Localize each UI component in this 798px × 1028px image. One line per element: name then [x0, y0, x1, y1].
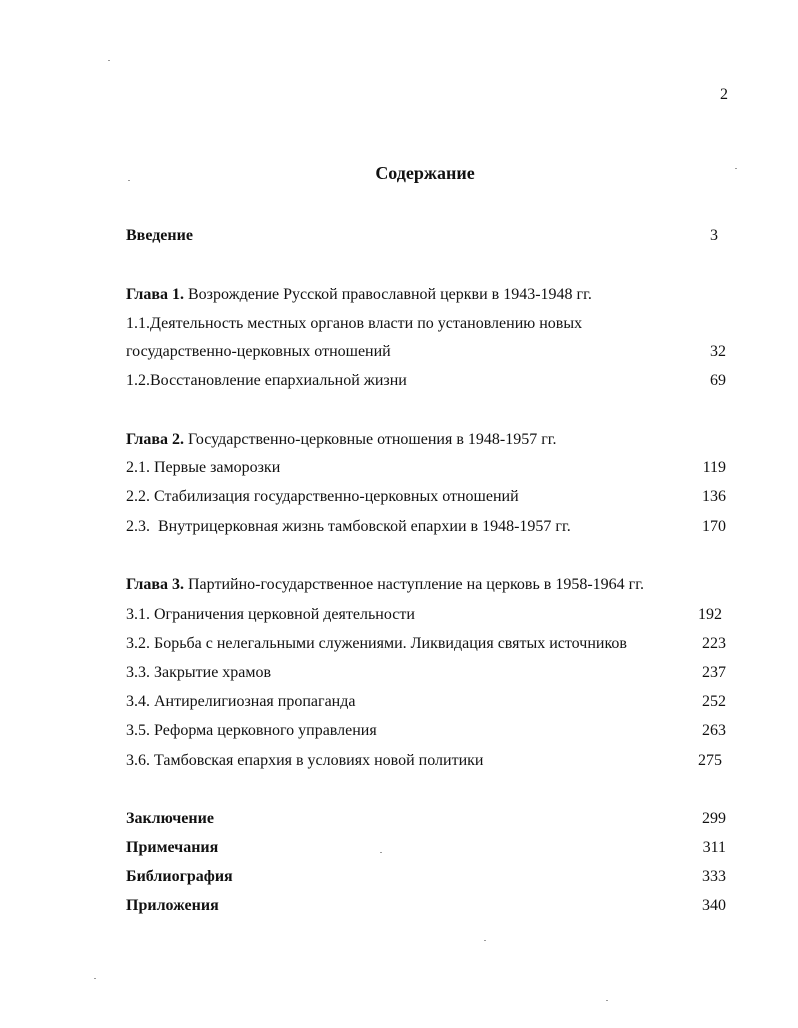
toc-entry-page: 3 [710, 227, 718, 244]
chapter-prefix: Глава 1. [126, 286, 184, 303]
toc-entry-label: 2.1. Первые заморозки [126, 459, 281, 476]
scan-speck [606, 1000, 608, 1001]
toc-entry-label: 3.2. Борьба с нелегальными служениями. Ликвидация святых источников [126, 635, 627, 652]
toc-entry-1-2 [126, 369, 726, 393]
toc-entry-label: Введение [126, 227, 193, 244]
toc-entry-3-4 [126, 690, 726, 714]
page-number: 2 [720, 86, 728, 103]
toc-entry-page: 252 [702, 693, 726, 710]
toc-entry-label: 3.3. Закрытие храмов [126, 664, 272, 681]
toc-entry-label: 3.6. Тамбовская епархия в условиях новой политики [126, 752, 484, 769]
chapter-2-heading [126, 428, 726, 452]
toc-entry-3-3 [126, 661, 726, 685]
toc-entry-page: 170 [702, 518, 726, 535]
toc-entry-3-2 [126, 632, 726, 656]
toc-entry-2-2 [126, 485, 726, 509]
toc-entry-page: 311 [702, 839, 726, 856]
toc-entry-2-3 [126, 515, 726, 539]
scan-speck [380, 852, 382, 853]
toc-entry-page: 340 [702, 897, 726, 914]
toc-entry-label: Библиография [126, 868, 233, 885]
toc-entry-page: 333 [702, 868, 726, 885]
toc-entry-label: 2.3. Внутрицерковная жизнь тамбовской епархии в 1948-1957 гг. [126, 518, 571, 535]
toc-entry-page: 299 [702, 810, 726, 827]
toc-entry-label: 2.2. Стабилизация государственно-церковных отношений [126, 488, 519, 505]
scan-speck [94, 978, 96, 979]
chapter-title: Партийно-государственное наступление на церковь в 1958-1964 гг. [188, 576, 644, 593]
toc-entry-3-5 [126, 719, 726, 743]
toc-entry-1-1-line1 [126, 312, 726, 336]
toc-entry-label: Примечания [126, 839, 219, 856]
toc-entry-bibliography [126, 865, 726, 889]
toc-entry-3-1 [126, 603, 726, 627]
chapter-title: Возрождение Русской православной церкви в 1943-1948 гг. [188, 286, 592, 303]
toc-entry-page: 136 [702, 488, 726, 505]
toc-entry-notes [126, 836, 726, 860]
toc-entry-page: 237 [702, 664, 726, 681]
toc-entry-label: 3.1. Ограничения церковной деятельности [126, 606, 415, 623]
chapter-title: Государственно-церковные отношения в 1948-1957 гг. [188, 431, 557, 448]
toc-entry-page: 275 [698, 752, 722, 769]
scan-speck [108, 60, 110, 61]
toc-entry-label: 3.5. Реформа церковного управления [126, 722, 377, 739]
toc-entry-page: 69 [710, 372, 726, 389]
toc-entry-page: 119 [702, 459, 726, 476]
toc-entry-label: Приложения [126, 897, 219, 914]
toc-entry-1-1 [126, 340, 726, 364]
toc-entry-page: 32 [710, 343, 726, 360]
toc-entry-3-6 [126, 749, 726, 773]
scan-speck [484, 940, 486, 941]
chapter-prefix: Глава 2. [126, 431, 184, 448]
toc-entry-appendices [126, 894, 726, 918]
chapter-heading-text [126, 573, 644, 597]
toc-entry-label: государственно-церковных отношений [126, 343, 391, 360]
toc-entry-conclusion [126, 807, 726, 831]
scan-speck [128, 180, 130, 181]
toc-entry-label: 3.4. Антирелигиозная пропаганда [126, 693, 356, 710]
chapter-heading-text [126, 283, 592, 307]
page-title: Содержание [375, 163, 475, 183]
chapter-1-heading [126, 283, 726, 307]
chapter-heading-text [126, 428, 557, 452]
toc-entry-label: 1.1.Деятельность местных органов власти по установлению новых [126, 315, 583, 332]
toc-entry-2-1 [126, 456, 726, 480]
toc-entry-intro [126, 224, 726, 248]
toc-entry-label: Заключение [126, 810, 214, 827]
toc-entry-page: 263 [702, 722, 726, 739]
chapter-prefix: Глава 3. [126, 576, 184, 593]
toc-entry-label: 1.2.Восстановление епархиальной жизни [126, 372, 407, 389]
scan-speck [735, 168, 737, 169]
toc-entry-page: 223 [702, 635, 726, 652]
toc-entry-page: 192 [698, 606, 722, 623]
chapter-3-heading [126, 573, 726, 597]
